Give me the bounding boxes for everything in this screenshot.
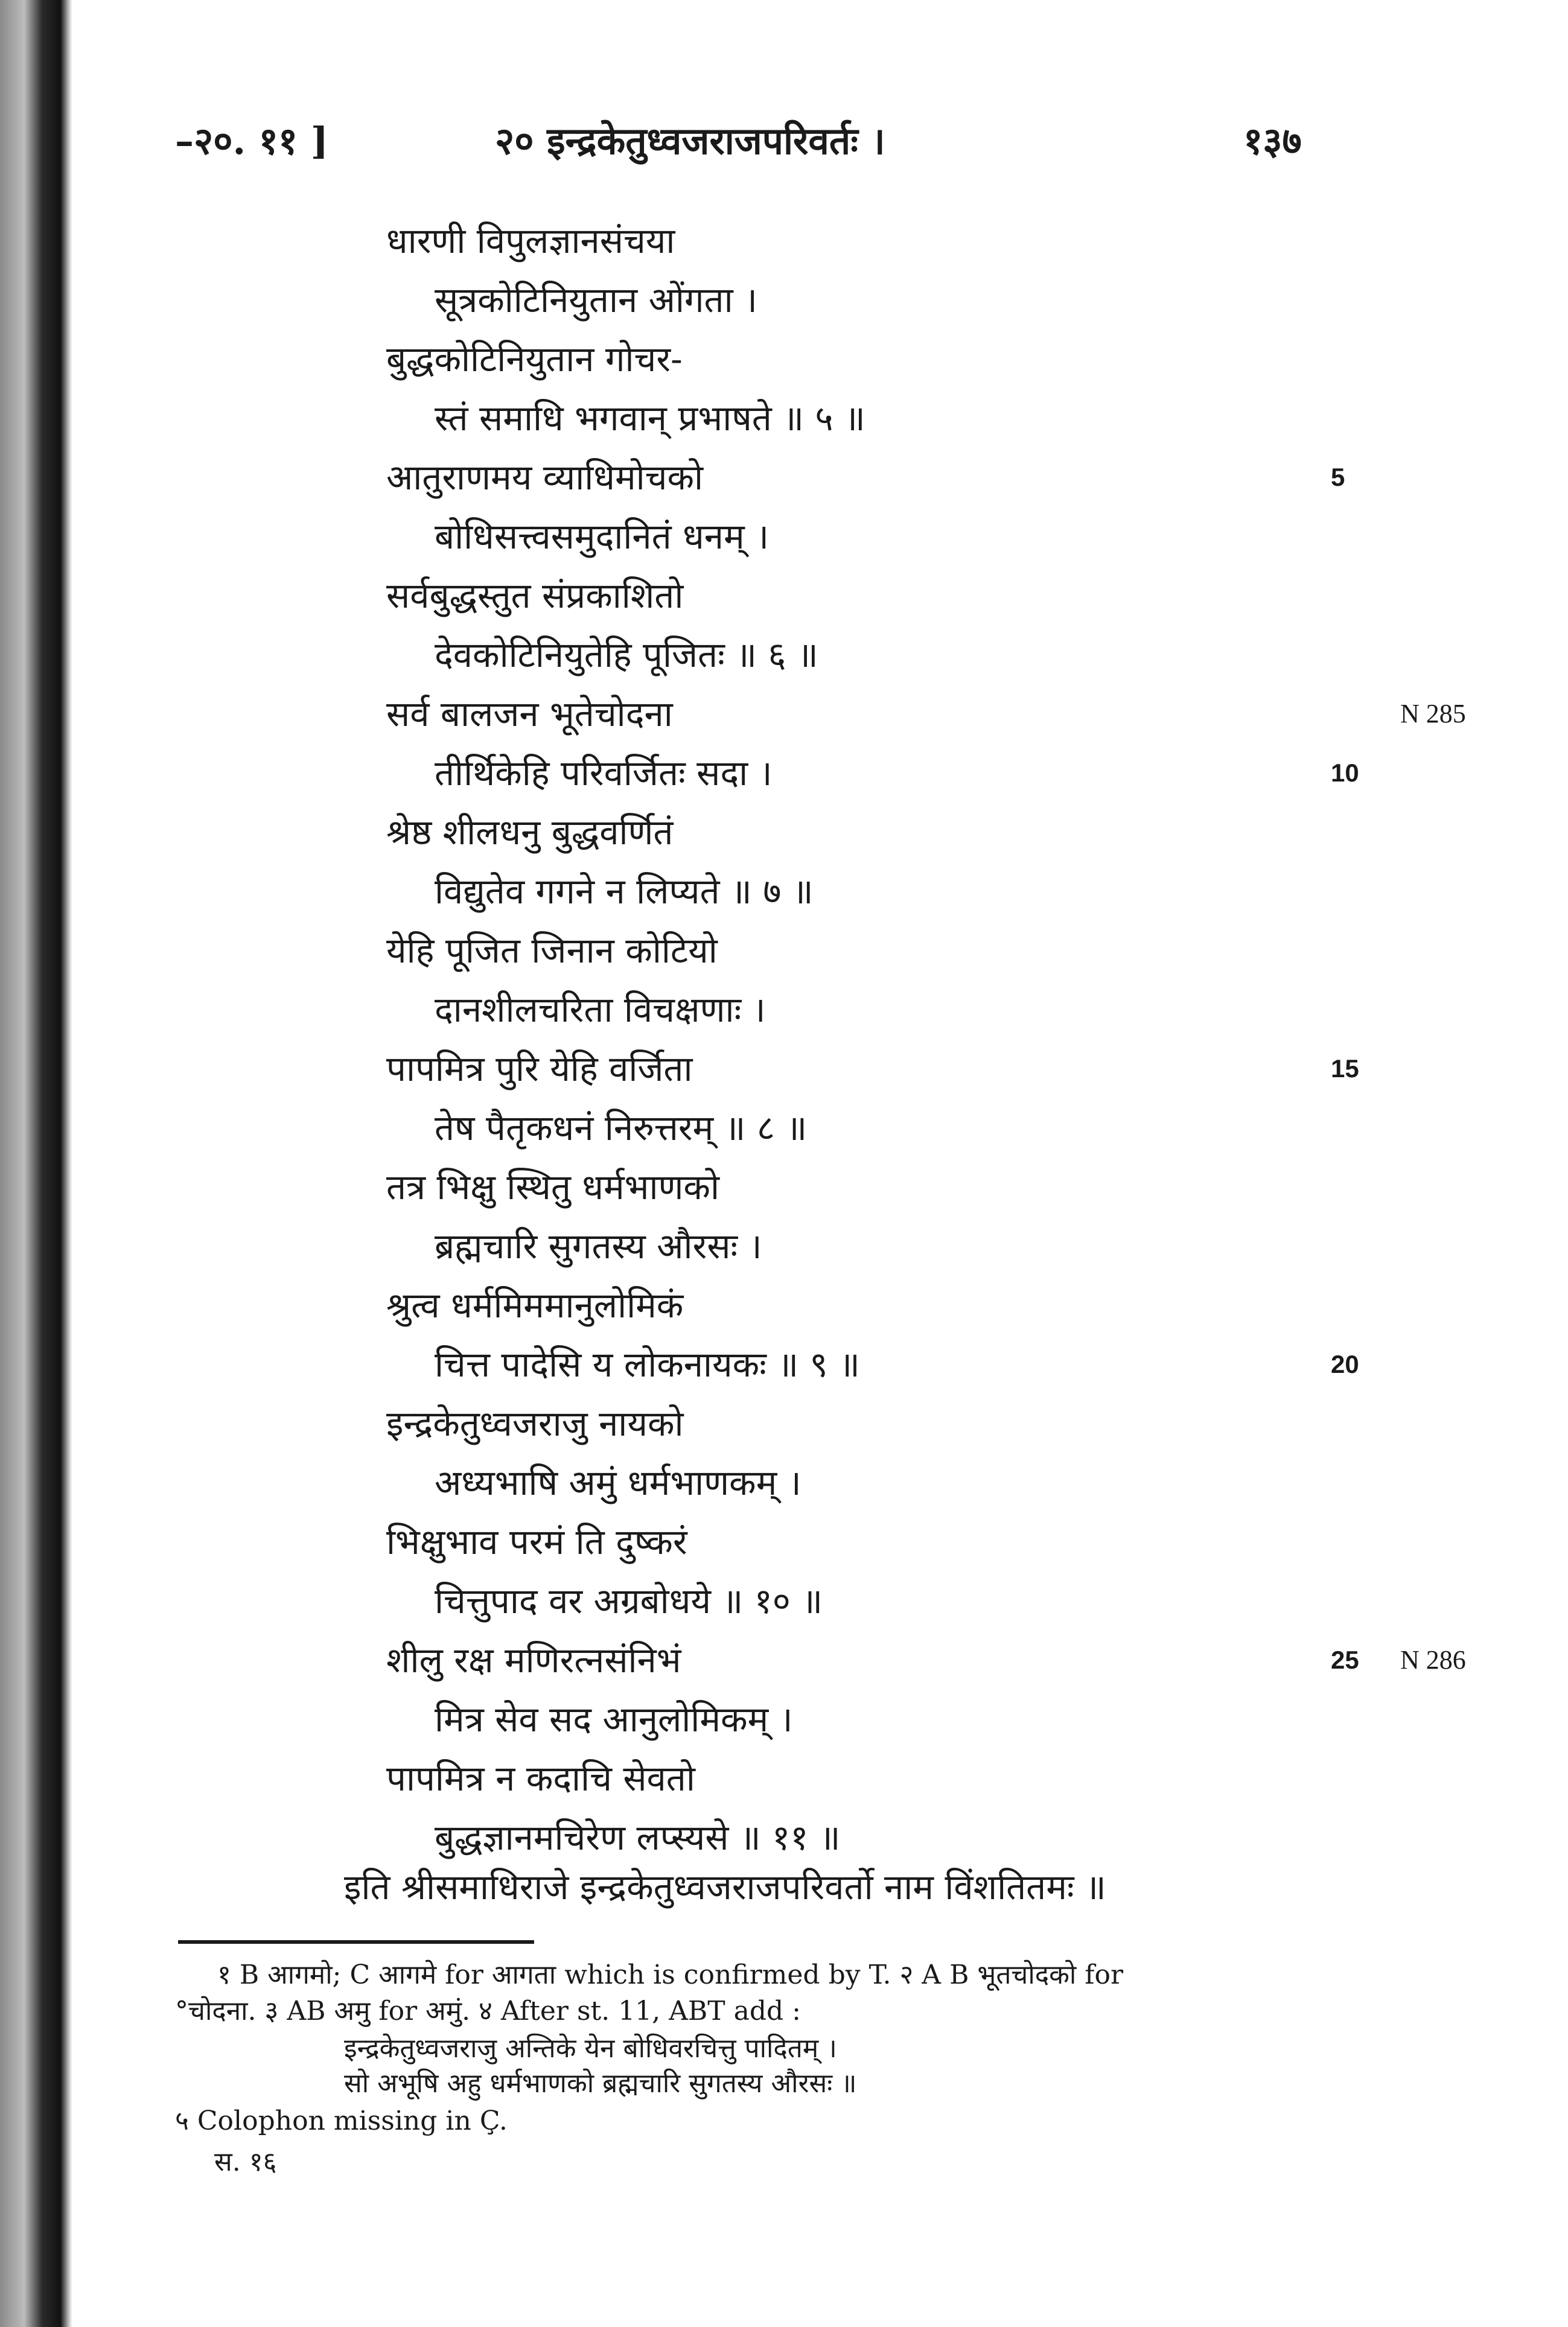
verse-text: बुद्धकोटिनियुतान गोचर- (386, 339, 683, 380)
verse-text: तेष पैतृकधनं निरुत्तरम् ॥ ८ ॥ (435, 1107, 808, 1148)
verse-text: भिक्षुभाव परमं ति दुष्करं (386, 1521, 687, 1562)
footnote-line: १ B आगमो; C आगमे for आगता which is confirmed by T. २ A B भूतचोदको for (217, 1959, 1124, 1990)
verse-text: शीलु रक्ष मणिरत्नसंनिभं (386, 1640, 681, 1681)
page-number: १३७ (1243, 119, 1302, 163)
verse-text: अध्यभाषि अमुं धर्मभाणकम् । (435, 1462, 802, 1503)
verse-text: श्रुत्व धर्ममिममानुलोमिकं (386, 1285, 684, 1326)
verse-text: सूत्रकोटिनियुतान ओंगता । (435, 279, 758, 320)
verse-line (0, 1039, 1568, 1098)
verse-line (0, 1453, 1568, 1512)
verse-line (0, 1571, 1568, 1631)
verse-text: ब्रह्मचारि सुगतस्य औरसः । (435, 1226, 762, 1267)
verse-text: सर्व बालजन भूतेचोदना (386, 693, 673, 734)
verse-text: तत्र भिक्षु स्थितु धर्मभाणको (386, 1167, 719, 1208)
verse-line (0, 1157, 1568, 1217)
verse-text: पापमित्र पुरि येहि वर्जिता (386, 1048, 693, 1089)
verse-line (0, 270, 1568, 329)
verse-line (0, 980, 1568, 1039)
verse-line (0, 389, 1568, 448)
running-head-title: २० इन्द्रकेतुध्वजराजपरिवर्तः । (495, 119, 885, 163)
verse-text: येहि पूजित जिनान कोटियो (386, 930, 718, 971)
verse-text: मित्र सेव सद आनुलोमिकम् । (435, 1699, 793, 1740)
verse-line (0, 625, 1568, 684)
verse-text: सर्वबुद्धस्तुत संप्रकाशितो (386, 575, 684, 616)
verse-text: चित्त पादेसि य लोकनायकः ॥ ९ ॥ (435, 1344, 860, 1385)
verse-text: बुद्धज्ञानमचिरेण लप्स्यसे ॥ ११ ॥ (435, 1817, 841, 1858)
verse-line (0, 448, 1568, 507)
verse-line (0, 1690, 1568, 1749)
line-number: 15 (1331, 1054, 1359, 1083)
footnote-line: ५ Colophon missing in Ç. (175, 2106, 508, 2136)
verse-text: धारणी विपुलज्ञानसंचया (386, 220, 675, 261)
verse-text: चित्तुपाद वर अग्रबोधये ॥ १० ॥ (435, 1581, 823, 1622)
footnote-rule (178, 1940, 534, 1944)
line-number: 20 (1331, 1350, 1359, 1378)
footnote-line: °चोदना. ३ AB अमु for अमुं. ४ After st. 11, ABT add : (175, 1996, 801, 2026)
verse-line (0, 1512, 1568, 1571)
verse-line (0, 921, 1568, 980)
manuscript-reference: N 286 (1400, 1645, 1466, 1675)
verse-line (0, 743, 1568, 803)
verse-text: स्तं समाधि भगवान् प्रभाषते ॥ ५ ॥ (435, 398, 865, 439)
footnote-verse-line: इन्द्रकेतुध्वजराजु अन्तिके येन बोधिवरचित्तु पादितम् । (344, 2033, 837, 2064)
verse-line (0, 1098, 1568, 1157)
verse-line (0, 1276, 1568, 1335)
verse-line (0, 507, 1568, 566)
verse-text: विद्युतेव गगने न लिप्यते ॥ ७ ॥ (435, 871, 814, 912)
verse-text: आतुराणमय व्याधिमोचको (386, 457, 704, 498)
verse-line (0, 1749, 1568, 1808)
verse-line (0, 1631, 1568, 1690)
verse-block (0, 211, 1568, 1867)
verse-text: दानशीलचरिता विचक्षणाः । (435, 989, 766, 1030)
verse-line (0, 1335, 1568, 1394)
running-head-left: –२०. ११ ] (175, 119, 329, 163)
verse-line (0, 1217, 1568, 1276)
footnote-verse-line: सो अभूषि अहु धर्मभाणको ब्रह्मचारि सुगतस्य औरसः ॥ (344, 2068, 857, 2099)
verse-text: तीर्थिकेहि परिवर्जितः सदा । (435, 753, 773, 794)
verse-text: बोधिसत्त्वसमुदानितं धनम् । (435, 516, 770, 557)
line-number: 25 (1331, 1646, 1359, 1674)
verse-line (0, 803, 1568, 862)
signature-mark: स. १६ (214, 2147, 277, 2177)
verse-text: देवकोटिनियुतेहि पूजितः ॥ ६ ॥ (435, 634, 818, 675)
verse-line (0, 211, 1568, 270)
verse-text: श्रेष्ठ शीलधनु बुद्धवर्णितं (386, 812, 674, 853)
line-number: 10 (1331, 759, 1359, 787)
verse-text: इन्द्रकेतुध्वजराजु नायको (386, 1403, 684, 1444)
verse-line (0, 329, 1568, 389)
verse-line (0, 566, 1568, 625)
verse-line (0, 684, 1568, 743)
colophon: इति श्रीसमाधिराजे इन्द्रकेतुध्वजराजपरिवर्तो नाम विंशतितमः ॥ (344, 1867, 1106, 1908)
verse-line (0, 862, 1568, 921)
manuscript-reference: N 285 (1400, 699, 1466, 728)
line-number: 5 (1331, 463, 1345, 491)
verse-text: पापमित्र न कदाचि सेवतो (386, 1758, 695, 1799)
verse-line (0, 1808, 1568, 1867)
verse-line (0, 1394, 1568, 1453)
